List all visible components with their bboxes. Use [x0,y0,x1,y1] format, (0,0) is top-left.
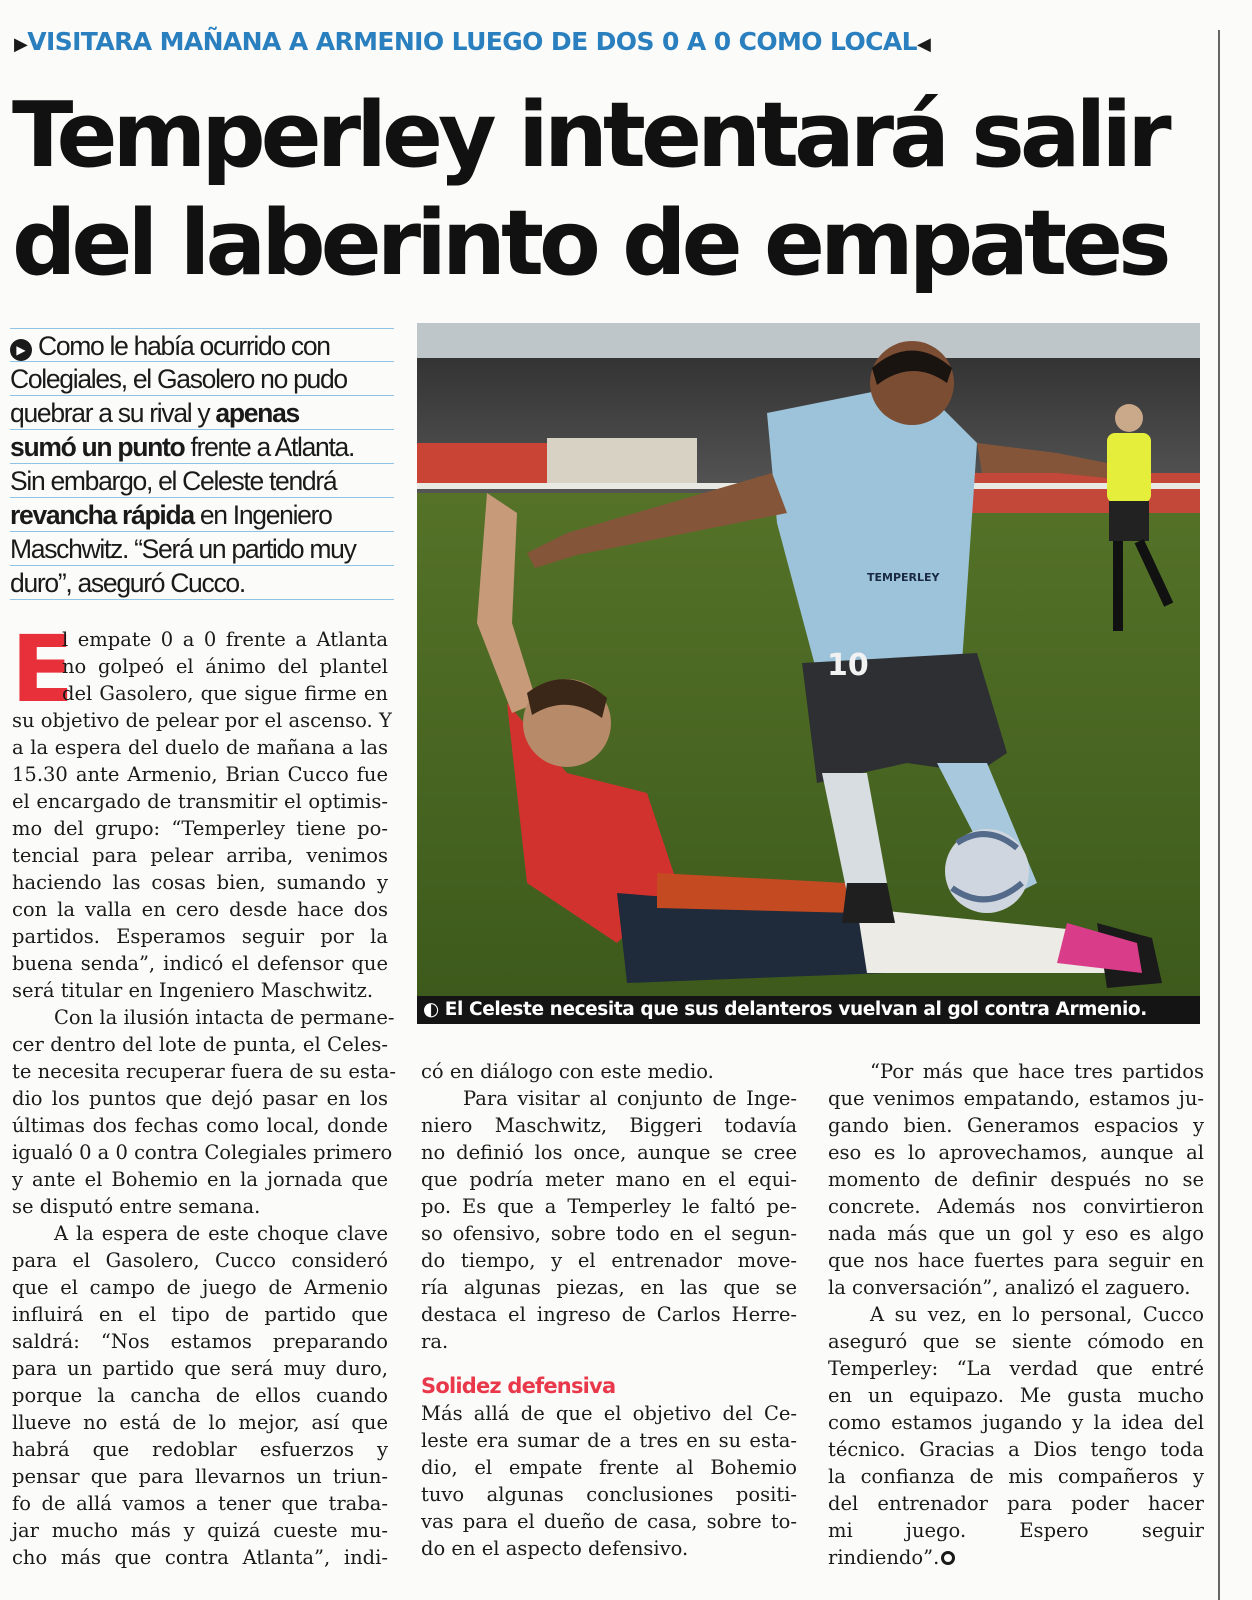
text-line: haciendo las cosas bien, sumando y [12,871,388,894]
text-line: porque la cancha de ellos cuando [12,1384,388,1407]
text-line: y ante el Bohemio en la jornada que [12,1168,388,1191]
text-line: del Gasolero, que sigue firme en [62,682,388,705]
headline-line-2: del laberinto de empates [12,191,1167,296]
text-line: do tiempo, y el entrenador move- [421,1249,797,1272]
summary-line [10,498,394,532]
text-line: pensar que para llevarnos un triun- [12,1465,388,1488]
text-line: rindiendo”. [828,1546,940,1569]
text-line: saldrá: “Nos estamos preparando [12,1330,388,1353]
text-line: destaca el ingreso de Carlos Herre- [421,1303,797,1326]
text-line: su objetivo de pelear por el ascenso. Y [12,709,392,732]
triangle-left-icon: ◀ [916,34,931,55]
text-line: que nos hace fuertes para seguir en [828,1249,1204,1272]
summary-line [10,362,394,396]
text-line: para un partido que será muy duro, [12,1357,388,1380]
text-line: Para visitar al conjunto de Inge- [463,1087,797,1110]
summary-box [10,328,394,600]
text-line: dio los puntos que dejó pasar en los [12,1087,388,1110]
jersey-sponsor: TEMPERLEY [867,571,940,584]
text-line: “Por más que hace tres partidos [870,1060,1204,1083]
text-line: habrá que redoblar esfuerzos y [12,1438,388,1461]
text-line: con la valla en cero desde hace dos [12,898,388,921]
text-line: cho más que contra Atlanta”, indi- [12,1546,388,1569]
photo-caption [417,996,1200,1024]
text-line: influirá en el tipo de partido que [12,1303,388,1326]
text-line: niero Maschwitz, Biggeri todavía [421,1114,797,1137]
summary-text: quebrar a su rival y [10,398,216,428]
text-line: a la espera del duelo de mañana a las [12,736,388,759]
text-line: no golpeó el ánimo del plantel [62,655,388,678]
summary-text: Maschwitz. “Será un partido muy [10,534,356,564]
text-line: po. Es que a Temperley le faltó pe- [421,1195,797,1218]
spacer [421,1355,797,1373]
summary-line [10,532,394,566]
text-line: do en el aspecto defensivo. [421,1537,689,1560]
text-line: como estamos jugando y la idea del [828,1411,1204,1434]
text-line: nada más que un gol y eso es algo [828,1222,1204,1245]
text-line-final [828,1544,1204,1571]
text-line: eso es lo aprovechamos, aunque al [828,1141,1204,1164]
text-line: que venimos empatando, estamos ju- [828,1087,1204,1110]
text-line: que podría meter mano en el equi- [421,1168,797,1191]
text-line: te necesita recuperar fuera de su esta- [12,1060,396,1083]
section-subhead: Solidez defensiva [421,1374,616,1398]
play-bullet-icon: ◐ [423,999,445,1020]
play-bullet-icon: ▶ [10,339,32,361]
text-line: leste era sumar de a tres en su esta- [421,1429,797,1452]
summary-line [10,430,394,464]
text-line: vas para el dueño de casa, sobre to- [421,1510,797,1533]
photo-caption-text: El Celeste necesita que sus delanteros vuelvan al gol contra Armenio. [444,999,1147,1020]
player-number: 10 [827,648,869,683]
summary-text: Como le había ocurrido con [38,331,330,361]
text-line: có en diálogo con este medio. [421,1060,714,1083]
drop-cap: E [11,616,74,723]
text-line: que el campo de juego de Armenio [12,1276,388,1299]
summary-line [10,328,394,362]
summary-text: Colegiales, el Gasolero no pudo [10,364,347,394]
summary-text: duro”, aseguró Cucco. [10,568,245,598]
article-column-1 [11,616,396,1571]
text-line: 15.30 ante Armenio, Brian Cucco fue [12,763,388,786]
text-line: A su vez, en lo personal, Cucco [870,1303,1204,1326]
article-column-2 [421,1058,797,1562]
headline [12,82,1212,298]
summary-bold: apenas [215,398,299,428]
text-line: l empate 0 a 0 frente a Atlanta [62,628,388,651]
text-line: A la espera de este choque clave [54,1222,388,1245]
triangle-right-icon: ▶ [14,34,28,55]
text-line: ría algunas piezas, en las que se [421,1276,797,1299]
summary-line [10,566,394,600]
summary-text: en Ingeniero [193,500,332,530]
text-line: el encargado de transmitir el optimis- [12,790,388,813]
text-line: ra. [421,1330,449,1353]
text-line: concrete. Además nos convirtieron [828,1195,1204,1218]
text-line: será titular en Ingeniero Maschwitz. [12,979,374,1002]
text-line: momento de definir después no se [828,1168,1204,1191]
text-line: jar mucho más y quizá cueste mu- [12,1519,388,1542]
text-line: aseguró que se siente cómodo en [828,1330,1204,1353]
end-mark-icon [941,1551,955,1565]
match-photo-illustration [417,323,1200,999]
text-line: dio, el empate frente al Bohemio [421,1456,797,1479]
text-line: en un equipazo. Me gusta mucho [828,1384,1204,1407]
text-line: llueve no está de lo mejor, así que [12,1411,388,1434]
kicker-text: VISITARA MAÑANA A ARMENIO LUEGO DE DOS 0 A 0 COMO LOCAL [27,27,917,56]
page-edge-rule [1218,30,1220,1600]
summary-line [10,396,394,430]
summary-bold: revancha rápida [10,500,194,530]
kicker [14,26,1214,58]
text-line: mi juego. Espero seguir [828,1519,1204,1542]
text-line: gando bien. Generamos espacios y [828,1114,1204,1137]
text-line: técnico. Gracias a Dios tengo toda [828,1438,1204,1461]
text-line: Más allá de que el objetivo del Ce- [421,1402,797,1425]
article-column-3 [828,1058,1204,1571]
text-line: del entrenador para poder hacer [828,1492,1204,1515]
text-line: so ofensivo, sobre todo en el segun- [421,1222,797,1245]
text-line: para el Gasolero, Cucco consideró [12,1249,388,1272]
text-line: últimas dos fechas como local, donde [12,1114,388,1137]
text-line: la confianza de mis compañeros y [828,1465,1204,1488]
text-line: cer dentro del lote de punta, el Celes- [12,1033,388,1056]
text-line: fo de allá vamos a tener que traba- [12,1492,388,1515]
summary-text: frente a Atlanta. [184,432,355,462]
text-line: Temperley: “La verdad que entré [828,1357,1204,1380]
summary-text: Sin embargo, el Celeste tendrá [10,466,337,496]
text-line: tuvo algunas conclusiones positi- [421,1483,797,1506]
text-line: no definió los once, aunque se cree [421,1141,797,1164]
summary-line [10,464,394,498]
text-line: igualó 0 a 0 contra Colegiales primero [12,1141,393,1164]
text-line: la conversación”, analizó el zaguero. [828,1276,1191,1299]
text-line: tencial para pelear arriba, venimos [12,844,388,867]
summary-bold: sumó un punto [10,432,185,462]
headline-line-1: Temperley intentará salir [12,83,1167,188]
text-line: partidos. Esperamos seguir por la [12,925,388,948]
text-line: mo del grupo: “Temperley tiene po- [12,817,388,840]
text-line: Con la ilusión intacta de permane- [54,1006,395,1029]
text-line: buena senda”, indicó el defensor que [12,952,388,975]
text-line: se disputó entre semana. [12,1195,261,1218]
match-photo [417,323,1200,999]
